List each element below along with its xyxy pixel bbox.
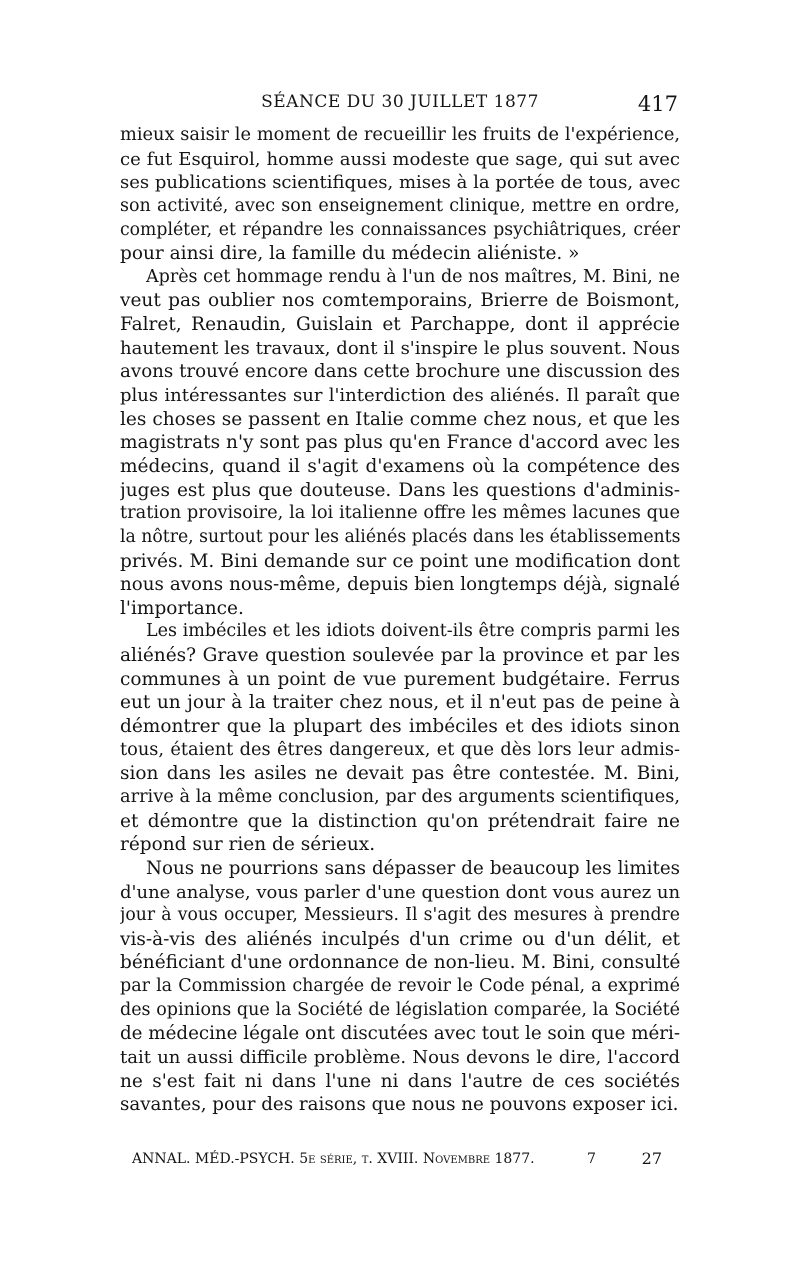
text-line: médecins, quand il s'agit d'examens où la compétence des (120, 455, 680, 477)
text-line: arrive à la même conclusion, par des arguments scientifiques, (120, 786, 680, 807)
text-line: nous avons nous-même, depuis bien longtemps déjà, signalé (120, 574, 680, 596)
text-line: communes à un point de vue purement budgétaire. Ferrus (120, 668, 680, 690)
text-line: et démontre que la distinction qu'on prétendrait faire ne (120, 810, 680, 832)
text-line: tous, étaient des êtres dangereux, et que dès lors leur admis- (120, 739, 680, 760)
text-line: privés. M. Bini demande sur ce point une modification dont (120, 550, 680, 572)
text-line: tait un aussi difficile problème. Nous devons le dire, l'accord (120, 1046, 680, 1068)
page-number: 417 (637, 92, 678, 116)
text-line: plus intéressantes sur l'interdiction des aliénés. Il paraît que (120, 385, 680, 407)
sheet-number: 27 (641, 1149, 662, 1168)
text-line: jour à vous occuper, Messieurs. Il s'agit des mesures à prendre (120, 905, 680, 926)
text-line: des opinions que la Société de législation comparée, la Société (120, 999, 680, 1020)
text-line: sion dans les asiles ne devait pas être contestée. M. Bini, (120, 763, 680, 785)
running-head: SÉANCE DU 30 JUILLET 1877 (261, 92, 539, 112)
text-line: veut pas oublier nos comtemporains, Brierre de Boismont, (120, 290, 680, 312)
text-line: démontrer que la plupart des imbéciles et des idiots sinon (120, 716, 680, 738)
page-footer (132, 1148, 662, 1170)
text-line: Falret, Renaudin, Guislain et Parchappe, dont il apprécie (120, 314, 680, 336)
text-line: ne s'est fait ni dans l'une ni dans l'autre de ces sociétés (120, 1070, 680, 1092)
text-line: compléter, et répandre les connaissances psychiâtriques, créer (120, 219, 680, 240)
body-text (120, 124, 680, 1117)
paragraph-start-line: Après cet hommage rendu à l'un de nos maîtres, M. Bini, ne (146, 266, 680, 287)
text-line: mieux saisir le moment de recueillir les fruits de l'expérience, (120, 125, 680, 145)
text-line: pour ainsi dire, la famille du médecin aliéniste. » (120, 243, 580, 265)
text-line: hautement les travaux, dont il s'inspire le plus souvent. Nous (120, 337, 680, 359)
signature-mark: 7 (587, 1151, 596, 1167)
text-line: par la Commission chargée de revoir le Code pénal, a exprimé (120, 976, 680, 997)
text-line: magistrats n'y sont pas plus qu'en France d'accord avec les (120, 432, 680, 454)
text-line: ce fut Esquirol, homme aussi modeste que sage, qui sut avec (120, 148, 680, 170)
text-line: son activité, avec son enseignement clinique, mettre en ordre, (120, 195, 680, 216)
text-line: bénéficiant d'une ordonnance de non-lieu. M. Bini, consulté (120, 952, 680, 974)
text-line: eut un jour à la traiter chez nous, et il n'eut pas de peine à (120, 692, 680, 714)
text-line: l'importance. (120, 597, 244, 619)
paragraph-start-line: Les imbéciles et les idiots doivent-ils être compris parmi les (146, 621, 680, 642)
page-header (120, 92, 680, 120)
text-line: la nôtre, surtout pour les aliénés placés dans les établissements (120, 526, 680, 547)
text-line: d'une analyse, vous parler d'une question dont vous aurez un (120, 881, 680, 903)
journal-signature-line: ANNAL. MÉD.-PSYCH. 5e série, t. XVIII. Novembre 1877. (132, 1151, 535, 1167)
text-line: juges est plus que douteuse. Dans les questions d'adminis- (120, 479, 680, 501)
text-line: de médecine légale ont discutées avec tout le soin que méri- (120, 1023, 680, 1045)
text-line: savantes, pour des raisons que nous ne pouvons exposer ici. (120, 1094, 679, 1116)
paragraph-start-line: Nous ne pourrions sans dépasser de beaucoup les limites (146, 857, 680, 879)
text-line: les choses se passent en Italie comme chez nous, et que les (120, 408, 680, 430)
text-line: ses publications scientifiques, mises à la portée de tous, avec (120, 172, 680, 194)
text-line: répond sur rien de sérieux. (120, 834, 376, 856)
text-line: vis-à-vis des aliénés inculpés d'un crime ou d'un délit, et (120, 928, 680, 950)
text-line: avons trouvé encore dans cette brochure une discussion des (120, 361, 680, 383)
text-line: tration provisoire, la loi italienne offre les mêmes lacunes que (120, 503, 680, 524)
text-line: aliénés? Grave question soulevée par la province et par les (120, 645, 680, 667)
